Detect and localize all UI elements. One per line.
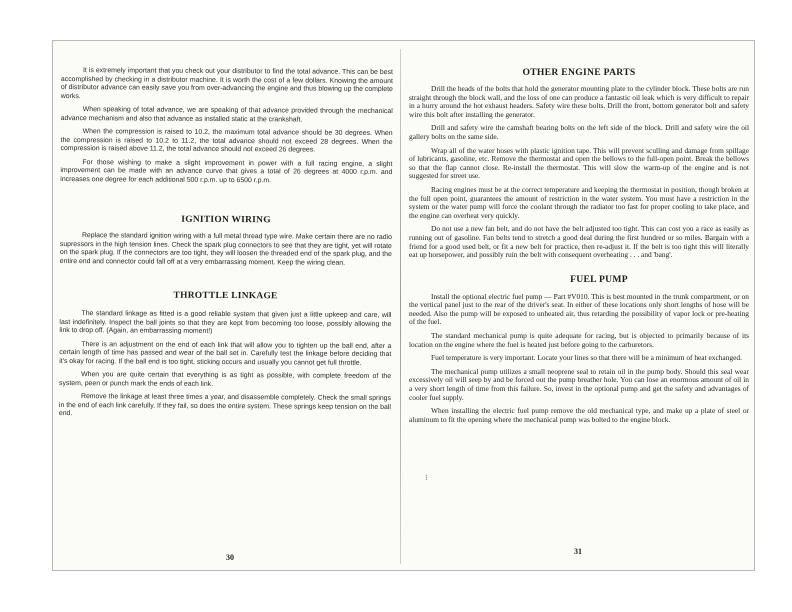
paragraph: Do not use a new fan belt, and do not have the belt adjusted too tight. This can cost you a race as easily as running out of gasoline. Fan belts tend to stretch a good deal during the first hundred or so miles. Bargain with a friend for a good used belt, or fit a new belt for practice, then re-adjust it. If the belt is too tight this will literally eat up horsepower, and possibly ruin the belt with consequent overheating . . . and 'bang'. — [409, 224, 749, 260]
paragraph: The standard mechanical pump is quite adequate for racing, but is objected to primarily because of its location on the engine where the fuel is heated just before going to the carburetors. — [409, 331, 749, 349]
left-page-text — [59, 67, 393, 421]
other-engine-parts-heading: OTHER ENGINE PARTS — [522, 67, 636, 78]
paragraph: It is extremely important that you check out your distributor to find the total advance. This can be best accomplished by checking in a distributor machine. It is worth the cost of a few dollars. Knowing the amount of distributor advance can easily save you from over-advancing the engine and thus blowing up the complete works. — [60, 67, 393, 100]
left-page — [58, 41, 393, 562]
fuel-pump-heading: FUEL PUMP — [570, 273, 628, 285]
paragraph: The standard linkage as fitted is a good reliable system that given just a little upkeep and care, will last indefinitely. Inspect the ball joints so that they are kept from becoming too loose, possibly allowing the link to drop off. (Again, an embarrassing moment!) — [59, 310, 392, 335]
right-page — [409, 41, 749, 556]
left-page-number: 30 — [226, 553, 234, 562]
paragraph: When installing the electric fuel pump remove the old mechanical type, and make up a plate of steel or aluminum to fit the opening where the mechanical pump was bolted to the engine block. — [409, 406, 749, 424]
paragraph: Install the optional electric fuel pump — Part #V010. This is best mounted in the trunk compartment, or on the vertical panel just to the rear of the driver's seat. In either of these locations only short lengths of hose will be needed. Also the pump will be exposed to unheated air, thus retarding the possibility of vapor lock or pre-heating of the fuel. — [409, 291, 749, 327]
paragraph: When you are quite certain that everything is as tight as possible, with complete freedom of the system, peen or punch mark the ends of each link. — [59, 371, 392, 388]
book-spread — [52, 40, 755, 571]
paragraph: There is an adjustment on the end of each link that will allow you to tighten up the ball end, after a certain length of time has passed and wear of the ball set in. Carefully test the linkage before deciding that it's okay for racing. If the ball end is too tight, sticking occurs and usually you cannot get full throttle. — [59, 340, 392, 367]
throttle-linkage-heading: THROTTLE LINKAGE — [173, 290, 278, 302]
paragraph: When speaking of total advance, we are speaking of that advance provided through the mechanical advance mechanism and also that advance as installed static at the crankshaft. — [60, 106, 393, 123]
paragraph: The mechanical pump utilizes a small neoprene seal to retain oil in the pump body. Should this seal wear excessively oil will seep by and be forced out the pump breather hole. You can lose an enormous amount of oil in a very short length of time from this failure. So, invest in the optional pump and get the safety and advantages of cooler fuel supply. — [409, 366, 749, 402]
ignition-wiring-heading: IGNITION WIRING — [181, 214, 271, 226]
paragraph: Drill the heads of the bolts that hold the generator mounting plate to the cylinder block. These bolts are run straight through the block wall, and the loss of one can produce a fantastic oil leak which is very difficult to repair in a hurry around the hot exhaust headers. Safety wire these bolts. Drill the front, bottom generator bolt and safety wire this bolt after installing the generator. — [409, 84, 749, 119]
paragraph: Replace the standard ignition wiring with a full metal thread type wire. Make certain there are no radio supressors in the high tension lines. Check the spark plug connectors to see that they are tight, yet will rotate on the spark plug. If the connectors are too tight, they will loosen the threaded end of the spark plug, and the entire end and connector could fall off at a very embarrassing moment. Keep the wiring clean. — [59, 232, 392, 267]
paragraph: For those wishing to make a slight improvement in power with a full racing engine, a slight improvement can be made with an advance curve that gives a total of 26 degrees at 4000 r.p.m. and increases one degree for each additional 500 r.p.m. up to 6500 r.p.m. — [60, 158, 393, 184]
margin-mark-icon: ⁝ — [425, 473, 428, 482]
paragraph: Drill and safety wire the camshaft bearing bolts on the left side of the block. Drill and safety wire the oil gallery bolts on the same side. — [409, 123, 749, 141]
paragraph: When the compression is raised to 10.2, the maximum total advance should be 30 degrees. When the compression is raised to 10.2 to 11.2, the total advance should not exceed 28 degrees. When the compression is raised above 11.2, the total advance should not exceed 26 degrees. — [60, 128, 393, 154]
paragraph: Racing engines must be at the correct temperature and keeping the thermostat in position, though broken at the full open point, guarantees the amount of restriction in the water system. You must have a restriction in the system or the water pump will force the coolant through the radiator too fast for proper cooling to take place, and the engine can overheat very quickly. — [409, 184, 749, 220]
paragraph: Wrap all of the water hoses with plastic ignition tape. This will prevent sculling and damage from spillage of lubricants, gasoline, etc. Remove the thermostat and open the bellows to the full-open point. Break the bellows so that the flap cannot close. Re-install the thermostat. This will slow the warm-up of the engine and is not suggested for street use. — [409, 145, 749, 181]
paragraph: Fuel temperature is very important. Locate your lines so that there will be a minimum of heat exchanged. — [431, 353, 742, 363]
paragraph: Remove the linkage at least three times a year, and disassemble completely. Check the small springs in the end of each link carefully. If they fail, so does the entire system. These springs keep tension on the ball end. — [58, 393, 392, 418]
page-gutter — [400, 49, 401, 564]
right-page-number: 31 — [574, 547, 582, 556]
